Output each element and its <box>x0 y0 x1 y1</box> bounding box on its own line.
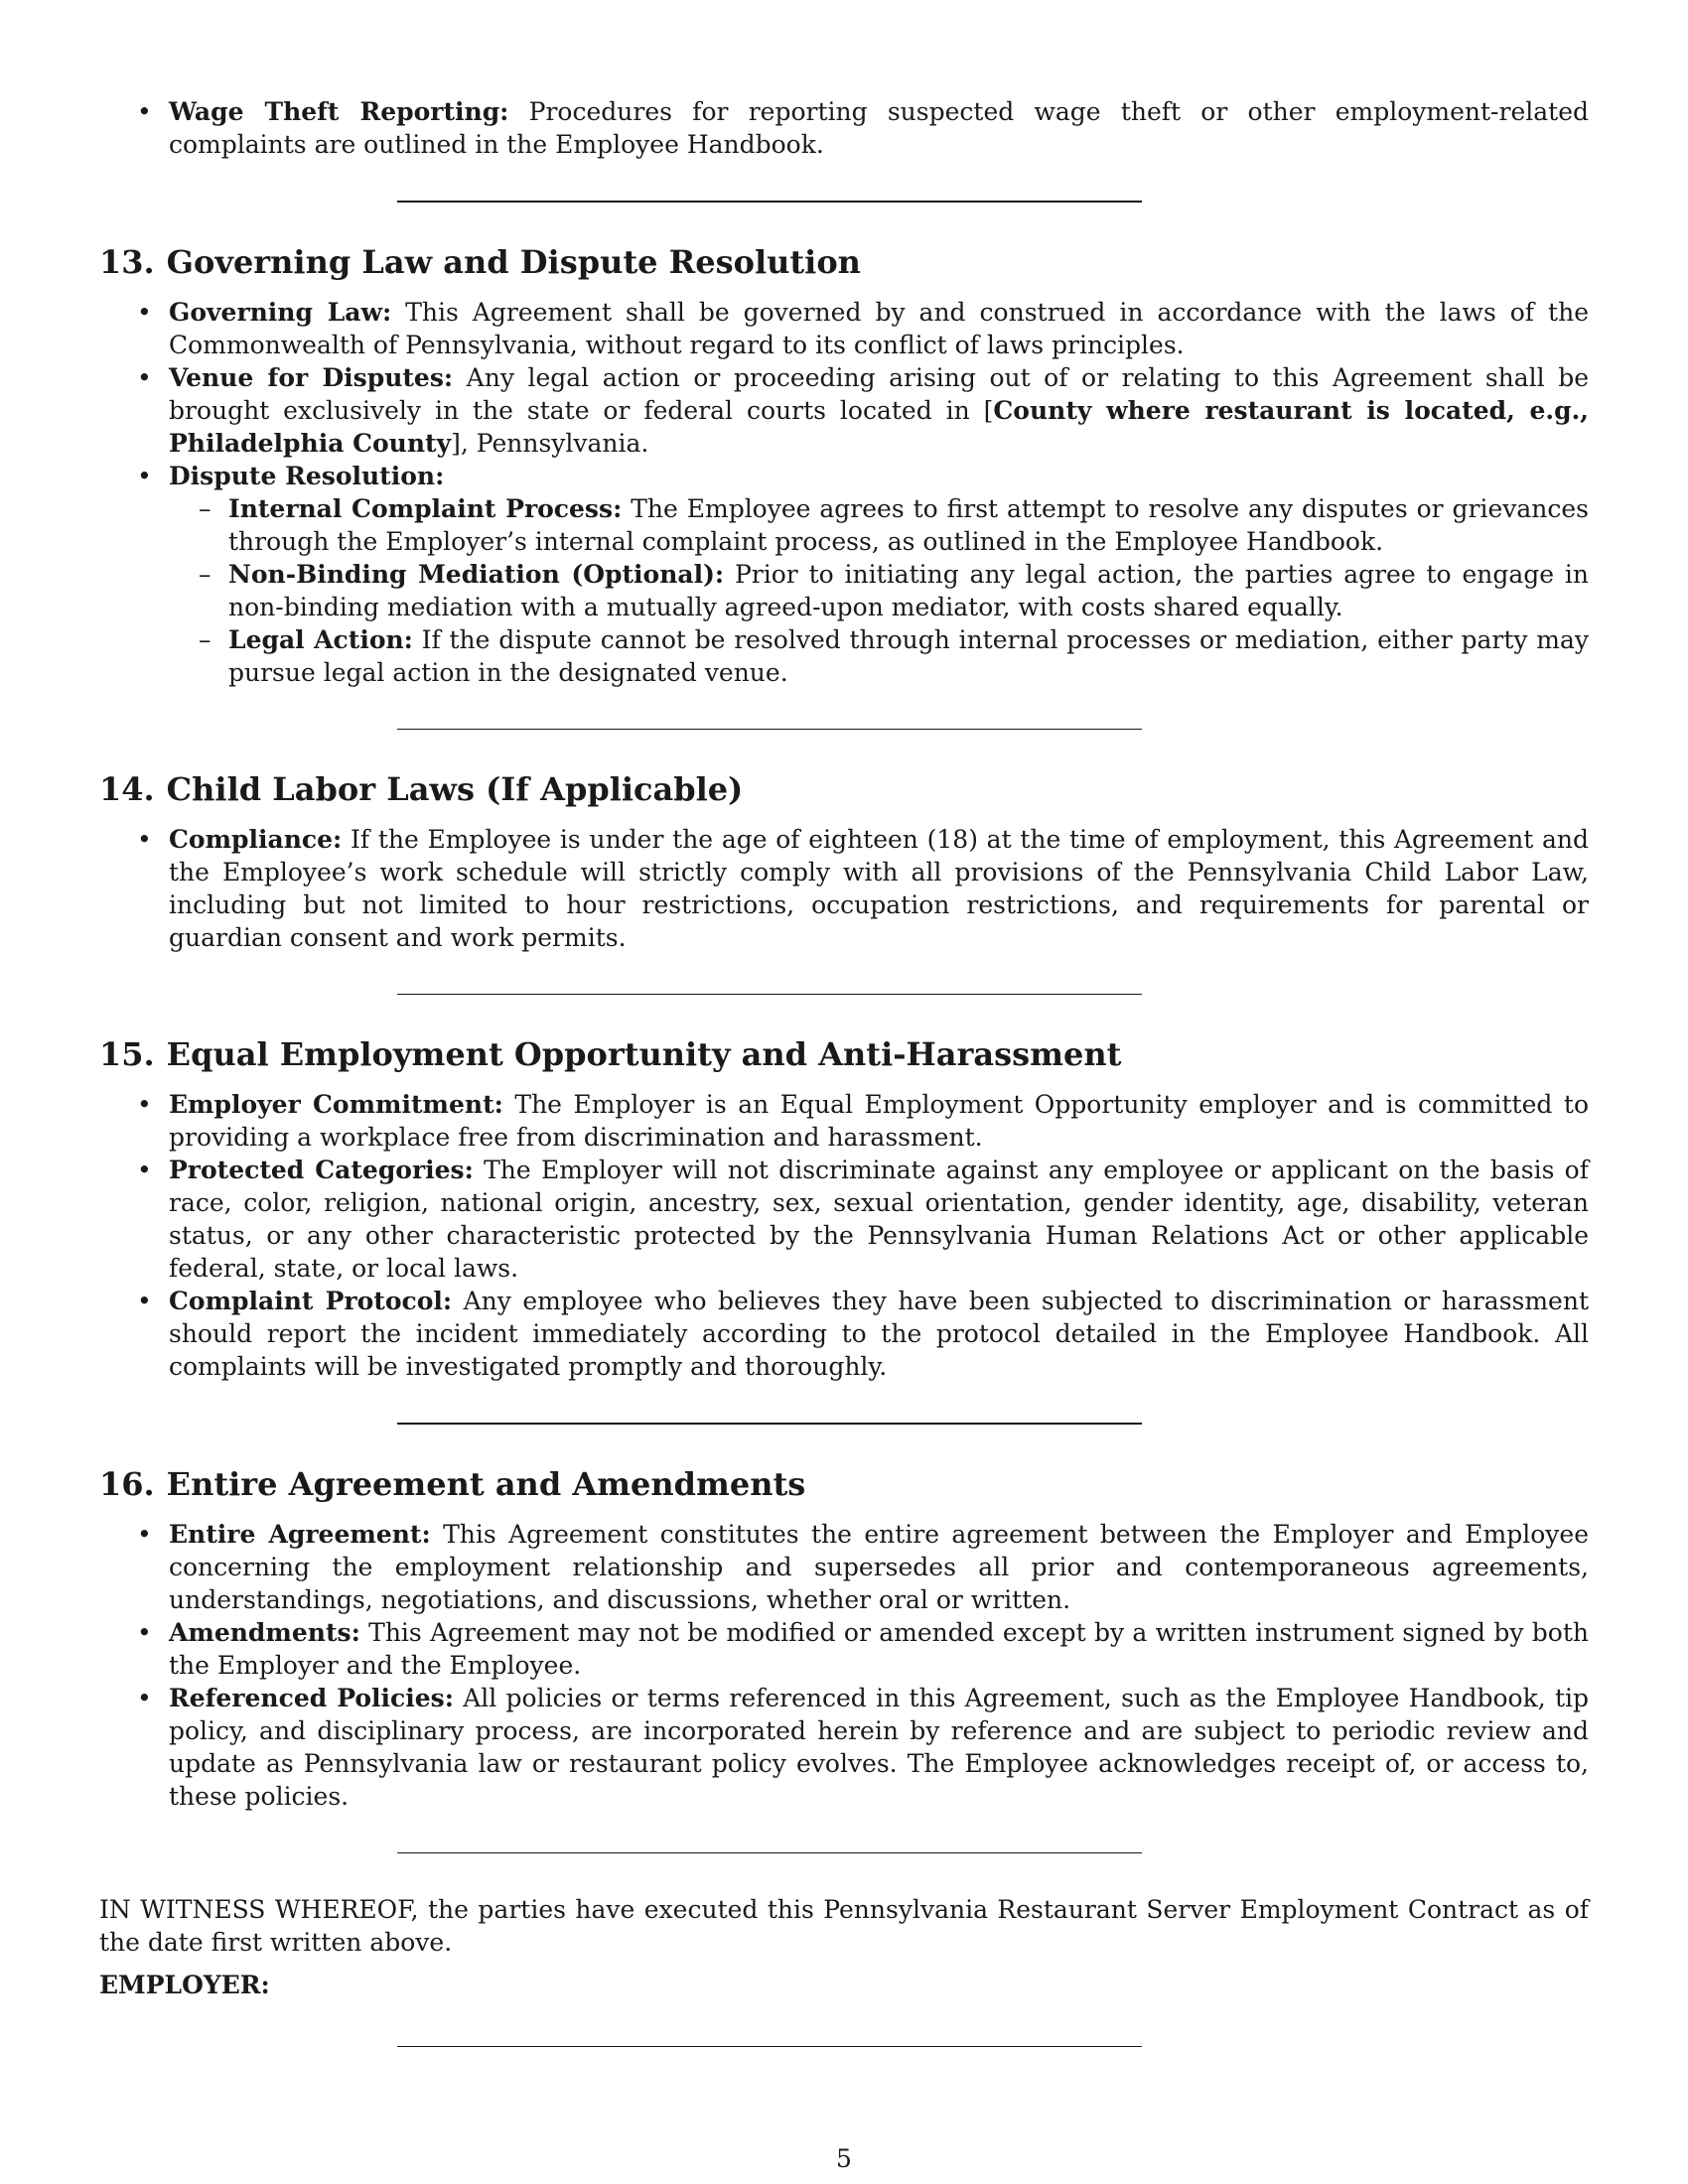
list-item: • Dispute Resolution: – Internal Complaint Process: The Employee agrees to first attempt to resolve any disputes or grievances through the Employer’s internal complaint process, as outlined in the Employee Handbook. – Non-Binding Mediation (Optional): Prior to initiating any legal action, the parties agree to engage in non-binding mediation with a mutually agreed-upon mediator, with costs shared equally. – Legal Action: If the dispute cannot be resolved through internal processes or mediation, either party may pursue legal action in the designated venue. <box>99 460 1589 689</box>
section-divider <box>397 201 1142 203</box>
list-item: • Protected Categories: The Employer will not discriminate against any employee or applicant on the basis of race, color, religion, national origin, ancestry, sex, sexual orientation, gender identity, age, disability, veteran status, or any other characteristic protected by the Pennsylvania Human Relations Act or other applicable federal, state, or local laws. <box>99 1154 1589 1285</box>
sub-list-item: – Internal Complaint Process: The Employee agrees to first attempt to resolve any disputes or grievances through the Employer’s internal complaint process, as outlined in the Employee Handbook. <box>169 492 1589 558</box>
list-item: • Governing Law: This Agreement shall be governed by and construed in accordance with the laws of the Commonwealth of Pennsylvania, without regard to its conflict of laws principles. <box>99 296 1589 361</box>
section-heading: 14. Child Labor Laws (If Applicable) <box>99 770 744 808</box>
list-item: • Entire Agreement: This Agreement constitutes the entire agreement between the Employer and Employee concerning the employment relationship and supersedes all prior and contemporaneous agreements, understandings, negotiations, and discussions, whether oral or written. <box>99 1518 1589 1616</box>
wage-theft-list <box>99 95 1589 161</box>
section-14 <box>99 769 1589 954</box>
section-14-list <box>99 823 1589 954</box>
section-heading: 16. Entire Agreement and Amendments <box>99 1465 806 1503</box>
section-heading: 13. Governing Law and Dispute Resolution <box>99 243 861 281</box>
list-item: • Complaint Protocol: Any employee who believes they have been subjected to discrimination or harassment should report the incident immediately according to the protocol detailed in the Employee Handbook. All complaints will be investigated promptly and thoroughly. <box>99 1285 1589 1383</box>
section-divider <box>397 994 1142 995</box>
document-page <box>99 95 1589 2087</box>
employer-label: EMPLOYER: <box>99 1971 270 1999</box>
section-13-list <box>99 296 1589 689</box>
list-item: • Venue for Disputes: Any legal action or proceeding arising out of or relating to this Agreement shall be brought exclusively in the state or federal courts located in [County where restaurant is located, e.g., Philadelphia County], Pennsylvania. <box>99 361 1589 460</box>
dispute-sublist <box>169 492 1589 689</box>
page-number: 5 <box>836 2144 852 2173</box>
section-divider <box>397 1852 1142 1853</box>
section-16-list <box>99 1518 1589 1813</box>
sub-list-item: – Non-Binding Mediation (Optional): Prior to initiating any legal action, the parties agree to engage in non-binding mediation with a mutually agreed-upon mediator, with costs shared equally. <box>169 558 1589 623</box>
item-label: Wage Theft Reporting: <box>169 97 509 126</box>
sub-list-item: – Legal Action: If the dispute cannot be resolved through internal processes or mediation, either party may pursue legal action in the designated venue. <box>169 623 1589 689</box>
venue-placeholder: County where restaurant is located, e.g., Philadelphia County <box>169 396 1589 458</box>
list-item: • Employer Commitment: The Employer is an Equal Employment Opportunity employer and is committed to providing a workplace free from discrimination and harassment. <box>99 1088 1589 1154</box>
list-item: • Referenced Policies: All policies or terms referenced in this Agreement, such as the Employee Handbook, tip policy, and disciplinary process, are incorporated herein by reference and are subject to periodic review and update as Pennsylvania law or restaurant policy evolves. The Employee acknowledges receipt of, or access to, these policies. <box>99 1682 1589 1813</box>
section-heading: 15. Equal Employment Opportunity and Anti-Harassment <box>99 1035 1122 1073</box>
item-text: Procedures for reporting suspected wage theft or other employment-related complaints are outlined in the Employee Handbook. <box>169 97 1589 159</box>
list-item: • Amendments: This Agreement may not be modified or amended except by a written instrument signed by both the Employer and the Employee. <box>99 1616 1589 1682</box>
section-divider <box>397 729 1142 730</box>
signature-line <box>397 2046 1142 2047</box>
section-15 <box>99 1034 1589 1383</box>
section-divider <box>397 1423 1142 1425</box>
list-item <box>99 95 1589 161</box>
section-15-list <box>99 1088 1589 1383</box>
witness-paragraph: IN WITNESS WHEREOF, the parties have executed this Pennsylvania Restaurant Server Employment Contract as of the date first written above. <box>99 1895 1589 1957</box>
list-item: • Compliance: If the Employee is under the age of eighteen (18) at the time of employment, this Agreement and the Employee’s work schedule will strictly comply with all provisions of the Pennsylvania Child Labor Law, including but not limited to hour restrictions, occupation restrictions, and requirements for parental or guardian consent and work permits. <box>99 823 1589 954</box>
section-16 <box>99 1464 1589 1813</box>
section-13 <box>99 242 1589 689</box>
